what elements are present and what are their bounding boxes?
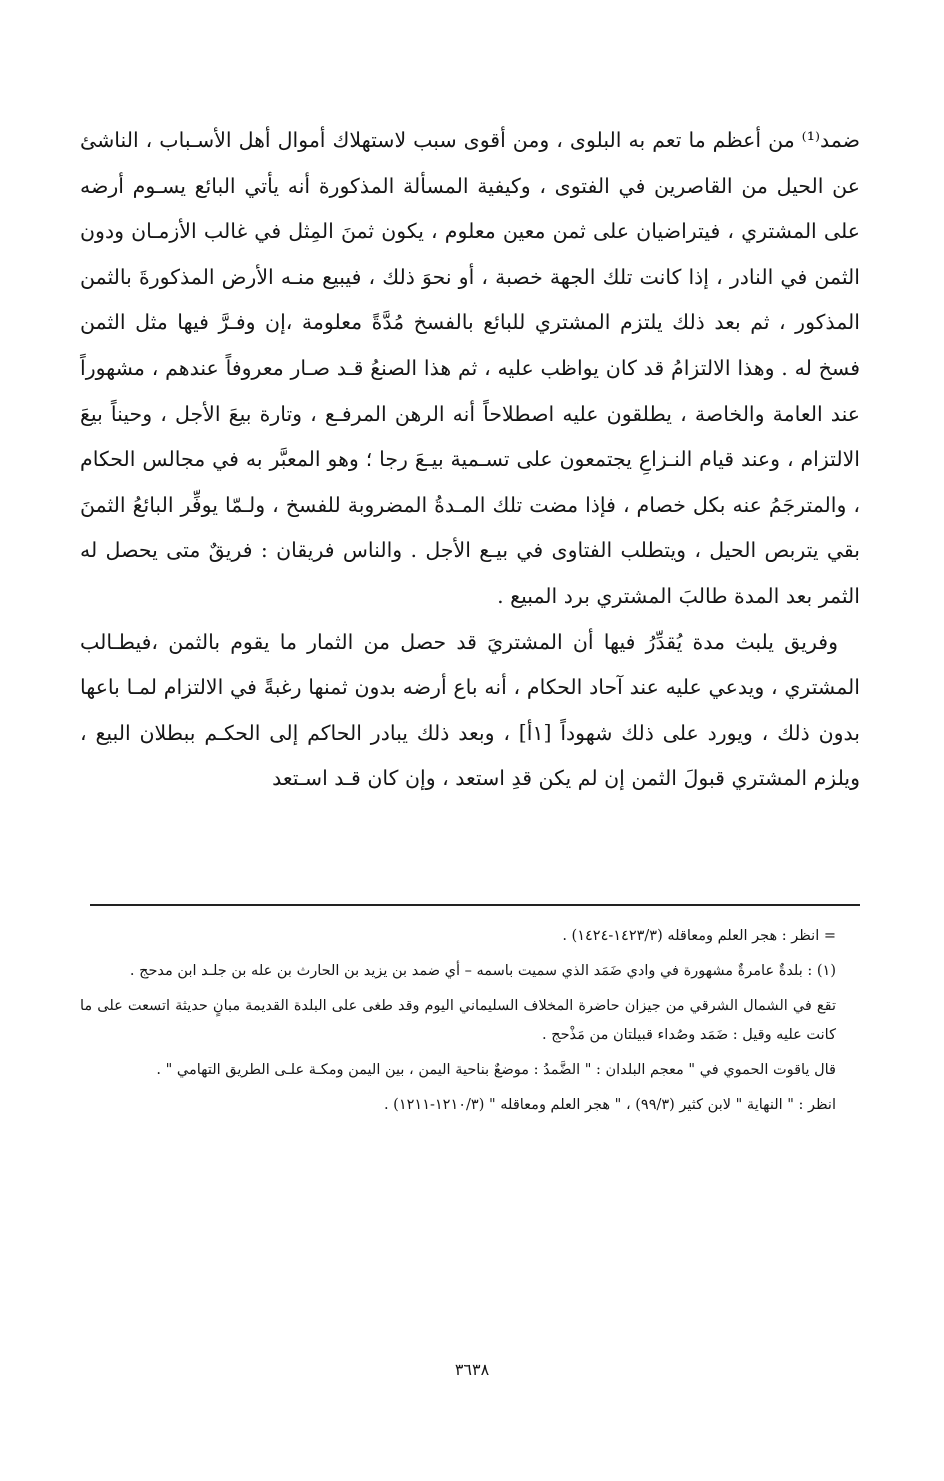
paragraph-2: وفريق يلبث مدة يُقدِّرُ فيها أن المشتريَ قد حصل من الثمار ما يقوم بالثمن ،فيطـالب المشتري ، ويدعي عليه عند آحاد الحكام ، أنه باع أرضه بدون ثمنها رغبةً في الالتزام لمـا باعها بدون ذلك ، ويورد على ذلك شهوداً [١أ] ، وبعد ذلك يبادر الحاكم إلى الحكـم ببطلان البيع ، ويلزم المشتري قبولَ الثمن إن لم يكن قدِ استعد ، وإن كان قـد اسـتعد (80, 629, 860, 791)
footnote-separator (90, 904, 860, 906)
footnote-1-location: تقع في الشمال الشرقي من جيزان حاضرة المخلاف السليماني اليوم وقد طغى على البلدة القديمة مبانٍ حديثة اتسعت على ما كانت عليه وقيل : ضَمَد وصُداء قبيلتان من مَذْحج . (80, 998, 836, 1043)
footnote-1-references: انظر : " النهاية " لابن كثير (٩٩/٣) ، " هجر العلم ومعاقله " (١٢١٠/٣-١٢١١) . (383, 1097, 836, 1113)
footnote-continuation: = انظر : هجر العلم ومعاقله (١٤٢٣/٣-١٤٢٤) . (562, 928, 836, 944)
footnote-1: (١) : بلدةٌ عامرةٌ مشهورة في وادي ضَمَد الذي سميت باسمه – أي ضمد بن يزيد بن الحارث بن عله بن جلـد ابن مدحج . (129, 963, 836, 979)
footnote-1-yaqut-quote: قال ياقوت الحموي في " معجم البلدان : " الضَّمدُ : موضعٌ بناحية اليمن ، بين اليمن ومكـة علـى الطريق التهامي " . (156, 1062, 836, 1078)
footnotes (80, 922, 860, 1126)
main-text (80, 118, 860, 802)
paragraph-1: ضمد⁽¹⁾ من أعظم ما تعم به البلوى ، ومن أقوى سبب لاستهلاك أموال أهل الأسـباب ، الناشئ عن الحيل من القاصرين في الفتوى ، وكيفية المسألة المذكورة أنه يأتي البائع يسـوم أرضه على المشتري ، فيتراضيان على ثمن معين معلوم ، يكون ثمنَ المِثل في غالب الأزمـان ودون الثمن في النادر ، إذا كانت تلك الجهة خصبة ، أو نحوَ ذلك ، فيبيع منـه الأرض المذكورةَ بالثمن المذكور ، ثم بعد ذلك يلتزم المشتري للبائع بالفسخ مُدَّةً معلومة ،إن وفـرَّ فيها مثل الثمن فسخ له . وهذا الالتزامُ قد كان يواظب عليه ، ثم هذا الصنعُ قـد صـار معروفاً عندهم ، مشهوراً عند العامة والخاصة ، يطلقون عليه اصطلاحاً أنه الرهن المرفـع ، وتارة بيعَ الأجل ، وحيناً بيعَ الالتزام ، وعند قيام النـزاعِ يجتمعون على تسـمية بيـعَ رجا ؛ وهو المعبَّر به في مجالس الحكام ، والمترجَمُ عنه بكل خصام ، فإذا مضت تلك المـدةُ المضروبة للفسخ ، ولـمّا يوفِّر البائعُ الثمنَ بقي يتربص الحيل ، ويتطلب الفتاوى في بيـع الأجل . والناس فريقان : فريقٌ متى يحصل له الثمر بعد المدة طالبَ المشتري برد المبيع . (80, 128, 860, 608)
page-number: ٣٦٣٨ (454, 1360, 490, 1379)
